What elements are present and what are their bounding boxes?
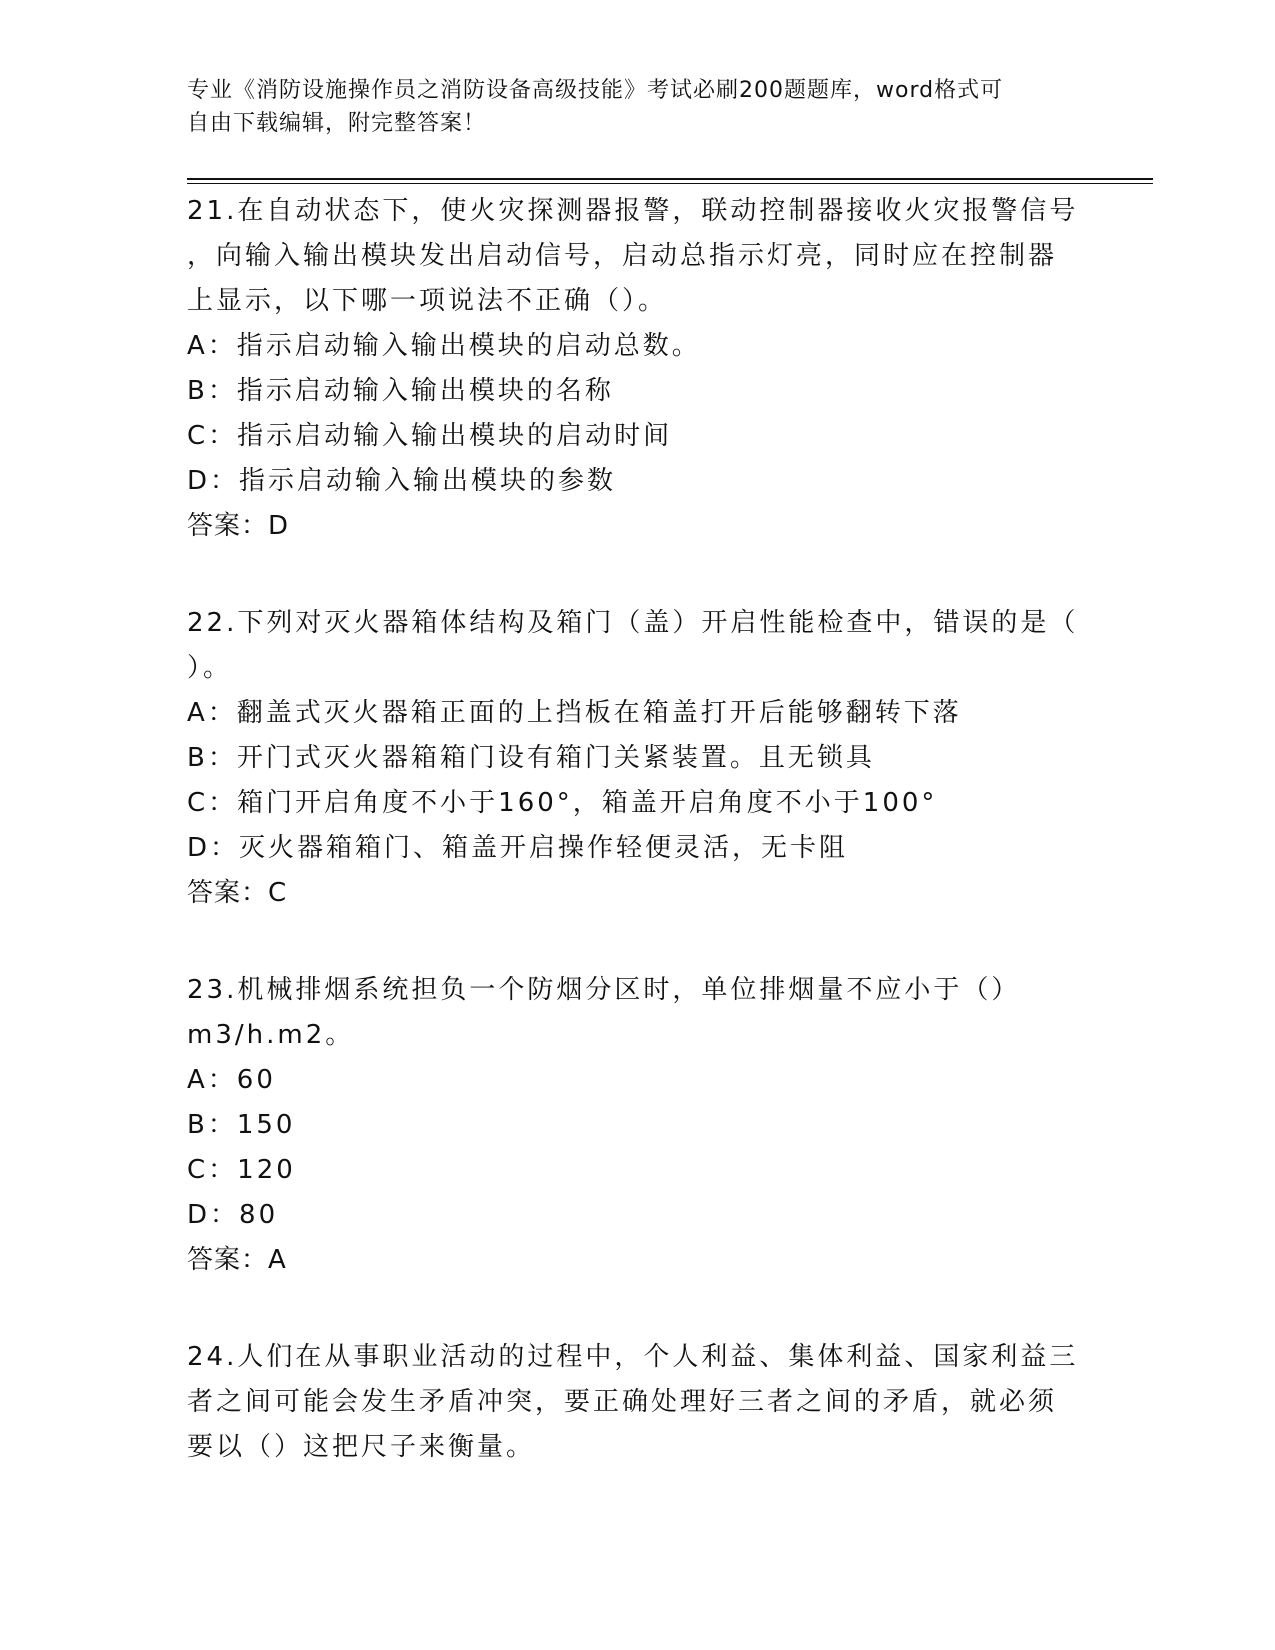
option-c: C：120 xyxy=(187,1155,296,1185)
question-list xyxy=(187,189,1087,1522)
option-c: C：箱门开启角度不小于160°，箱盖开启角度不小于100° xyxy=(187,788,938,818)
answer-line: 答案：A xyxy=(187,1245,287,1275)
question-item xyxy=(187,601,1087,916)
question-stem-line: 22.下列对灭火器箱体结构及箱门（盖）开启性能检查中，错误的是（ xyxy=(187,608,1079,638)
option-b: B：150 xyxy=(187,1110,296,1140)
question-item xyxy=(187,189,1087,549)
document-header xyxy=(187,74,1067,140)
question-stem-line: 者之间可能会发生矛盾冲突，要正确处理好三者之间的矛盾，就必须 xyxy=(187,1387,1058,1417)
answer-line: 答案：D xyxy=(187,511,290,541)
question-item xyxy=(187,968,1087,1283)
question-stem-line: 要以（）这把尺子来衡量。 xyxy=(187,1432,536,1462)
option-a: A：指示启动输入输出模块的启动总数。 xyxy=(187,331,701,361)
question-stem-line: m3/h.m2。 xyxy=(187,1020,355,1050)
header-line-1: 专业《消防设施操作员之消防设备高级技能》考试必刷200题题库，word格式可 xyxy=(187,78,1004,103)
question-stem-line: 上显示，以下哪一项说法不正确（）。 xyxy=(187,286,668,316)
question-stem-line: 24.人们在从事职业活动的过程中，个人利益、集体利益、国家利益三 xyxy=(187,1342,1079,1372)
header-divider-thin xyxy=(187,183,1153,184)
option-d: D：80 xyxy=(187,1200,279,1230)
answer-line: 答案：C xyxy=(187,878,288,908)
question-stem-line: ，向输入输出模块发出启动信号，启动总指示灯亮，同时应在控制器 xyxy=(187,241,1058,271)
option-b: B：开门式灭火器箱箱门设有箱门关紧装置。且无锁具 xyxy=(187,743,875,773)
question-stem-line: ）。 xyxy=(187,653,233,683)
option-a: A：60 xyxy=(187,1065,276,1095)
option-d: D：灭火器箱箱门、箱盖开启操作轻便灵活，无卡阻 xyxy=(187,833,849,863)
question-item xyxy=(187,1335,1087,1470)
question-stem-line: 23.机械排烟系统担负一个防烟分区时，单位排烟量不应小于（） xyxy=(187,975,1021,1005)
header-line-2: 自由下载编辑，附完整答案！ xyxy=(187,111,487,136)
option-c: C：指示启动输入输出模块的启动时间 xyxy=(187,421,673,451)
header-divider xyxy=(187,178,1153,180)
option-a: A：翻盖式灭火器箱正面的上挡板在箱盖打开后能够翻转下落 xyxy=(187,698,962,728)
option-d: D：指示启动输入输出模块的参数 xyxy=(187,466,617,496)
option-b: B：指示启动输入输出模块的名称 xyxy=(187,376,614,406)
question-stem-line: 21.在自动状态下，使火灾探测器报警，联动控制器接收火灾报警信号 xyxy=(187,196,1079,226)
